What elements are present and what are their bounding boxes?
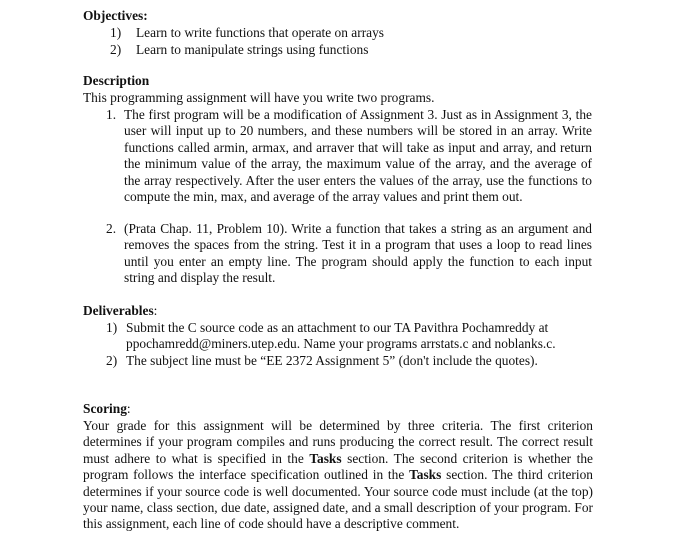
deliverable-item (106, 320, 592, 353)
deliverable-text: The subject line must be “EE 2372 Assignment 5” (don't include the quotes). (126, 353, 538, 368)
description-number: 1. (106, 107, 117, 122)
description-intro: This programming assignment will have you write two programs. (83, 90, 435, 105)
description-text: (Prata Chap. 11, Problem 10). Write a function that takes a string as an argument and removes the spaces from the string. Test it in a program that uses a loop to read lines until you enter an empty line. The program should apply the function to each input string and display the result. (124, 221, 592, 286)
description-text: The first program will be a modification of Assignment 3. Just as in Assignment 3, the user will input up to 20 numbers, and these numbers will be stored in an array. Write functions called armin, armax, and arraver that will take as input and array, and return the minimum value of the array, the maximum value of the array, and the average of the array respectively. After the user enters the values of the array, use the functions to compute the min, max, and average of the array values and print them out. (124, 107, 592, 205)
deliverables-heading-line (83, 303, 157, 319)
description-number: 2. (106, 221, 117, 236)
objective-number: 1) (110, 25, 122, 40)
scoring-heading-line (83, 401, 131, 417)
scoring-tasks-2: Tasks (409, 467, 442, 483)
description-item (106, 107, 592, 205)
description-heading: Description (83, 73, 150, 88)
deliverable-item (106, 353, 592, 369)
deliverable-number: 1) (106, 320, 118, 335)
scoring-text-3: section. The third criterion determines if your source code is well documented. Your source code must include (at the top) your name, class section, due date, assigned date, and a small description of your program. For this assignment, each line of code should have a descriptive comment. (83, 467, 593, 532)
scoring-heading: Scoring (83, 401, 127, 416)
deliverables-heading: Deliverables (83, 303, 154, 318)
deliverables-heading-colon: : (153, 303, 158, 318)
scoring-heading-colon: : (126, 401, 131, 416)
objective-number: 2) (110, 42, 122, 57)
scoring-text-1: Your grade for this assignment will be determined by three criteria. The first criterion determines if your program compiles and runs producing the correct result. The correct result must adhere to what is specified in the (83, 418, 593, 466)
deliverable-number: 2) (106, 353, 118, 368)
scoring-tasks-1: Tasks (309, 450, 342, 466)
deliverable-text: Submit the C source code as an attachment to our TA Pavithra Pochamreddy at ppochamredd@miners.utep.edu. Name your programs arrstats.c and noblanks.c. (126, 320, 556, 352)
scoring-paragraph (83, 418, 593, 533)
objective-item (110, 42, 590, 58)
scoring-text-2: section. The second criterion is whether the program follows the interface specification outlined in the (83, 450, 593, 483)
objectives-heading: Objectives: (83, 8, 148, 23)
description-item (106, 221, 592, 287)
objective-item (110, 25, 590, 41)
objective-text: Learn to manipulate strings using functions (136, 42, 369, 57)
objective-text: Learn to write functions that operate on arrays (136, 25, 385, 40)
